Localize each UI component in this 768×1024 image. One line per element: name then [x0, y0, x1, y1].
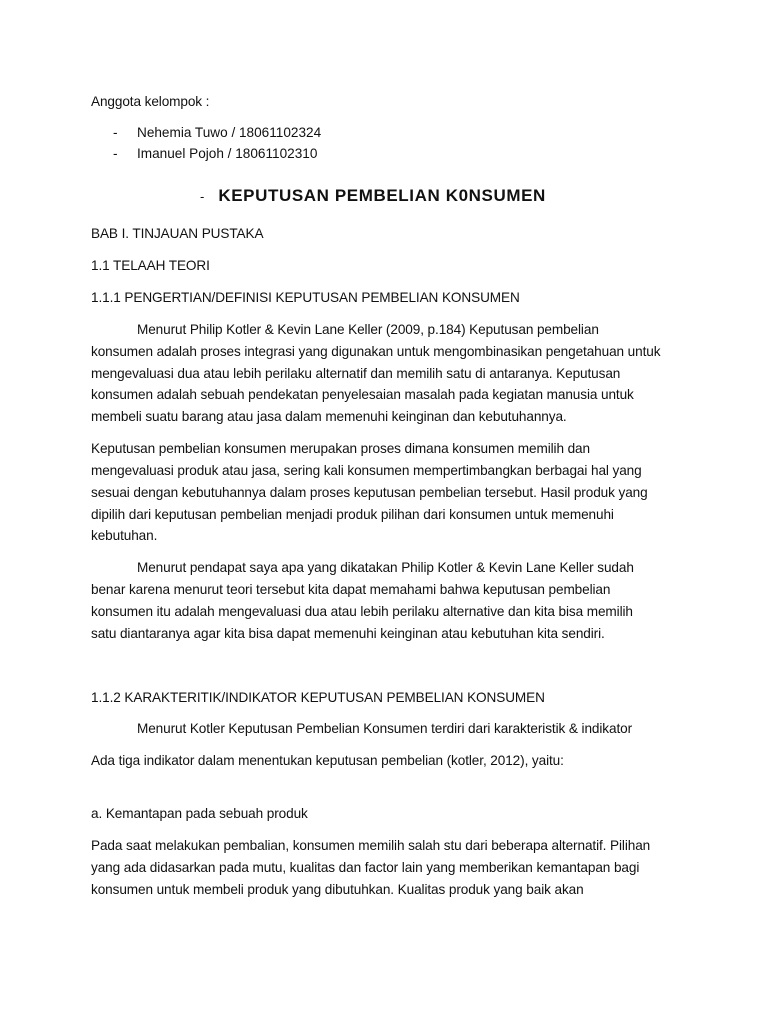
- paragraph-line: konsumen itu adalah mengevaluasi dua atau lebih perilaku alternative dan kita bisa memilih: [91, 604, 633, 619]
- paragraph-line: konsumen untuk membeli produk yang dibutuhkan. Kualitas produk yang baik akan: [91, 882, 584, 897]
- chapter-heading: BAB I. TINJAUAN PUSTAKA: [91, 226, 264, 241]
- list-item-heading: a. Kemantapan pada sebuah produk: [91, 806, 308, 821]
- paragraph-line: membeli suatu barang atau jasa dalam memenuhi keinginan dan kebutuhannya.: [91, 409, 567, 424]
- paragraph-line: konsumen adalah proses integrasi yang digunakan untuk mengombinasikan pengetahuan untuk: [91, 344, 661, 359]
- paragraph-line: Menurut pendapat saya apa yang dikatakan Philip Kotler & Kevin Lane Keller sudah: [137, 560, 634, 575]
- bullet-dash: -: [113, 125, 118, 140]
- subsection-heading: 1.1.2 KARAKTERITIK/INDIKATOR KEPUTUSAN PEMBELIAN KONSUMEN: [91, 690, 545, 705]
- title-dash: -: [200, 189, 205, 204]
- paragraph-line: benar karena menurut teori tersebut kita dapat memahami bahwa keputusan pembelian: [91, 582, 611, 597]
- paragraph-line: Menurut Kotler Keputusan Pembelian Konsumen terdiri dari karakteristik & indikator: [137, 721, 633, 736]
- bullet-dash: -: [113, 146, 118, 161]
- subsection-heading: 1.1.1 PENGERTIAN/DEFINISI KEPUTUSAN PEMBELIAN KONSUMEN: [91, 290, 520, 305]
- paragraph-line: dipilih dari keputusan pembelian menjadi produk pilihan dari konsumen untuk memenuhi: [91, 507, 614, 522]
- paragraph-line: satu diantaranya agar kita bisa dapat memenuhi keinginan atau kebutuhan kita sendiri.: [91, 626, 605, 641]
- document-title: [200, 186, 546, 206]
- members-heading: Anggota kelompok :: [91, 94, 210, 109]
- section-heading: 1.1 TELAAH TEORI: [91, 258, 210, 273]
- paragraph-line: mengevaluasi produk atau jasa, sering kali konsumen mempertimbangkan berbagai hal yang: [91, 463, 642, 478]
- title-text: KEPUTUSAN PEMBELIAN K0NSUMEN: [218, 186, 546, 205]
- paragraph-line: Ada tiga indikator dalam menentukan keputusan pembelian (kotler, 2012), yaitu:: [91, 753, 564, 768]
- paragraph-line: Keputusan pembelian konsumen merupakan proses dimana konsumen memilih dan: [91, 441, 590, 456]
- paragraph-line: sesuai dengan kebutuhannya dalam proses keputusan pembelian tersebut. Hasil produk yang: [91, 485, 648, 500]
- paragraph-line: kebutuhan.: [91, 528, 158, 543]
- paragraph-line: mengevaluasi dua atau lebih perilaku alternatif dan memilih satu di antaranya. Keputusan: [91, 366, 621, 381]
- member-name: Imanuel Pojoh / 18061102310: [137, 146, 318, 161]
- paragraph-line: konsumen adalah sebuah pendekatan penyelesaian masalah pada kegiatan manusia untuk: [91, 387, 634, 402]
- member-name: Nehemia Tuwo / 18061102324: [137, 125, 322, 140]
- paragraph-line: yang ada didasarkan pada mutu, kualitas dan factor lain yang memberikan kemantapan bagi: [91, 860, 640, 875]
- paragraph-line: Pada saat melakukan pembalian, konsumen memilih salah stu dari beberapa alternatif. Pilihan: [91, 838, 651, 853]
- paragraph-line: Menurut Philip Kotler & Kevin Lane Keller (2009, p.184) Keputusan pembelian: [137, 322, 599, 337]
